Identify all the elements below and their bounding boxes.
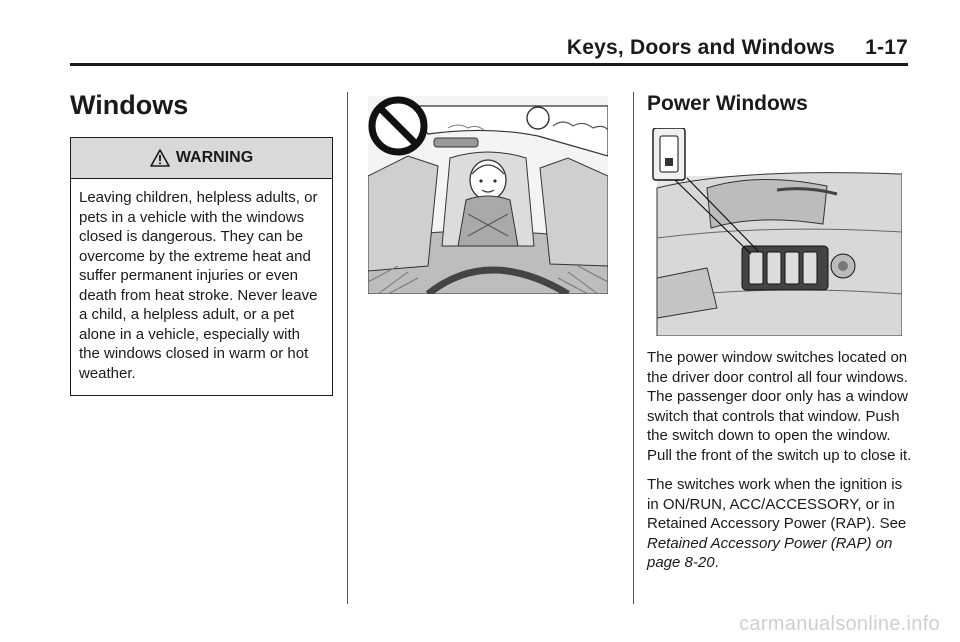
section-title-power-windows: Power Windows (647, 92, 808, 115)
column-divider-left (347, 92, 348, 604)
warning-text: Leaving children, helpless adults, or pets in a vehicle with the windows closed is dangerous. They can be overcome by the extreme heat and suffer permanent injuries or even death from heat stroke. Never leave a child, a helpless adult, or a pet alone in a vehicle, especially with the windows closed in warm or hot weather. (79, 189, 318, 382)
warning-label: WARNING (175, 149, 254, 166)
warning-triangle-icon (150, 149, 170, 167)
header-rule (70, 63, 908, 66)
watermark-text: carmanualsonline.info (739, 613, 940, 635)
paragraph-2-end: . (714, 554, 719, 571)
page-header-title: Keys, Doors and Windows 1-17 (566, 36, 908, 59)
warning-header (71, 138, 332, 179)
column-illustration (368, 88, 608, 294)
column-windows (70, 88, 334, 396)
column-divider-right (633, 92, 634, 604)
warning-box (70, 137, 333, 396)
rap-cross-reference-link[interactable]: Retained Accessory Power (RAP) on page 8-20 (647, 534, 893, 571)
power-windows-paragraph-1: The power window switches located on the driver door control all four windows. The passenger door only has a window switch that controls that window. Push the switch down to open the window. Pull the front of the switch up to close it. (647, 349, 912, 464)
column-power-windows (647, 88, 912, 573)
power-windows-paragraph-2 (647, 475, 912, 573)
power-window-switch-illustration (647, 128, 902, 336)
section-title-windows: Windows (70, 90, 189, 120)
child-in-car-illustration (368, 96, 608, 294)
no-symbol-icon (372, 100, 424, 152)
paragraph-2-text: The switches work when the ignition is in ON/RUN, ACC/ACCESSORY, or in Retained Accessory Power (RAP). See (647, 476, 907, 532)
